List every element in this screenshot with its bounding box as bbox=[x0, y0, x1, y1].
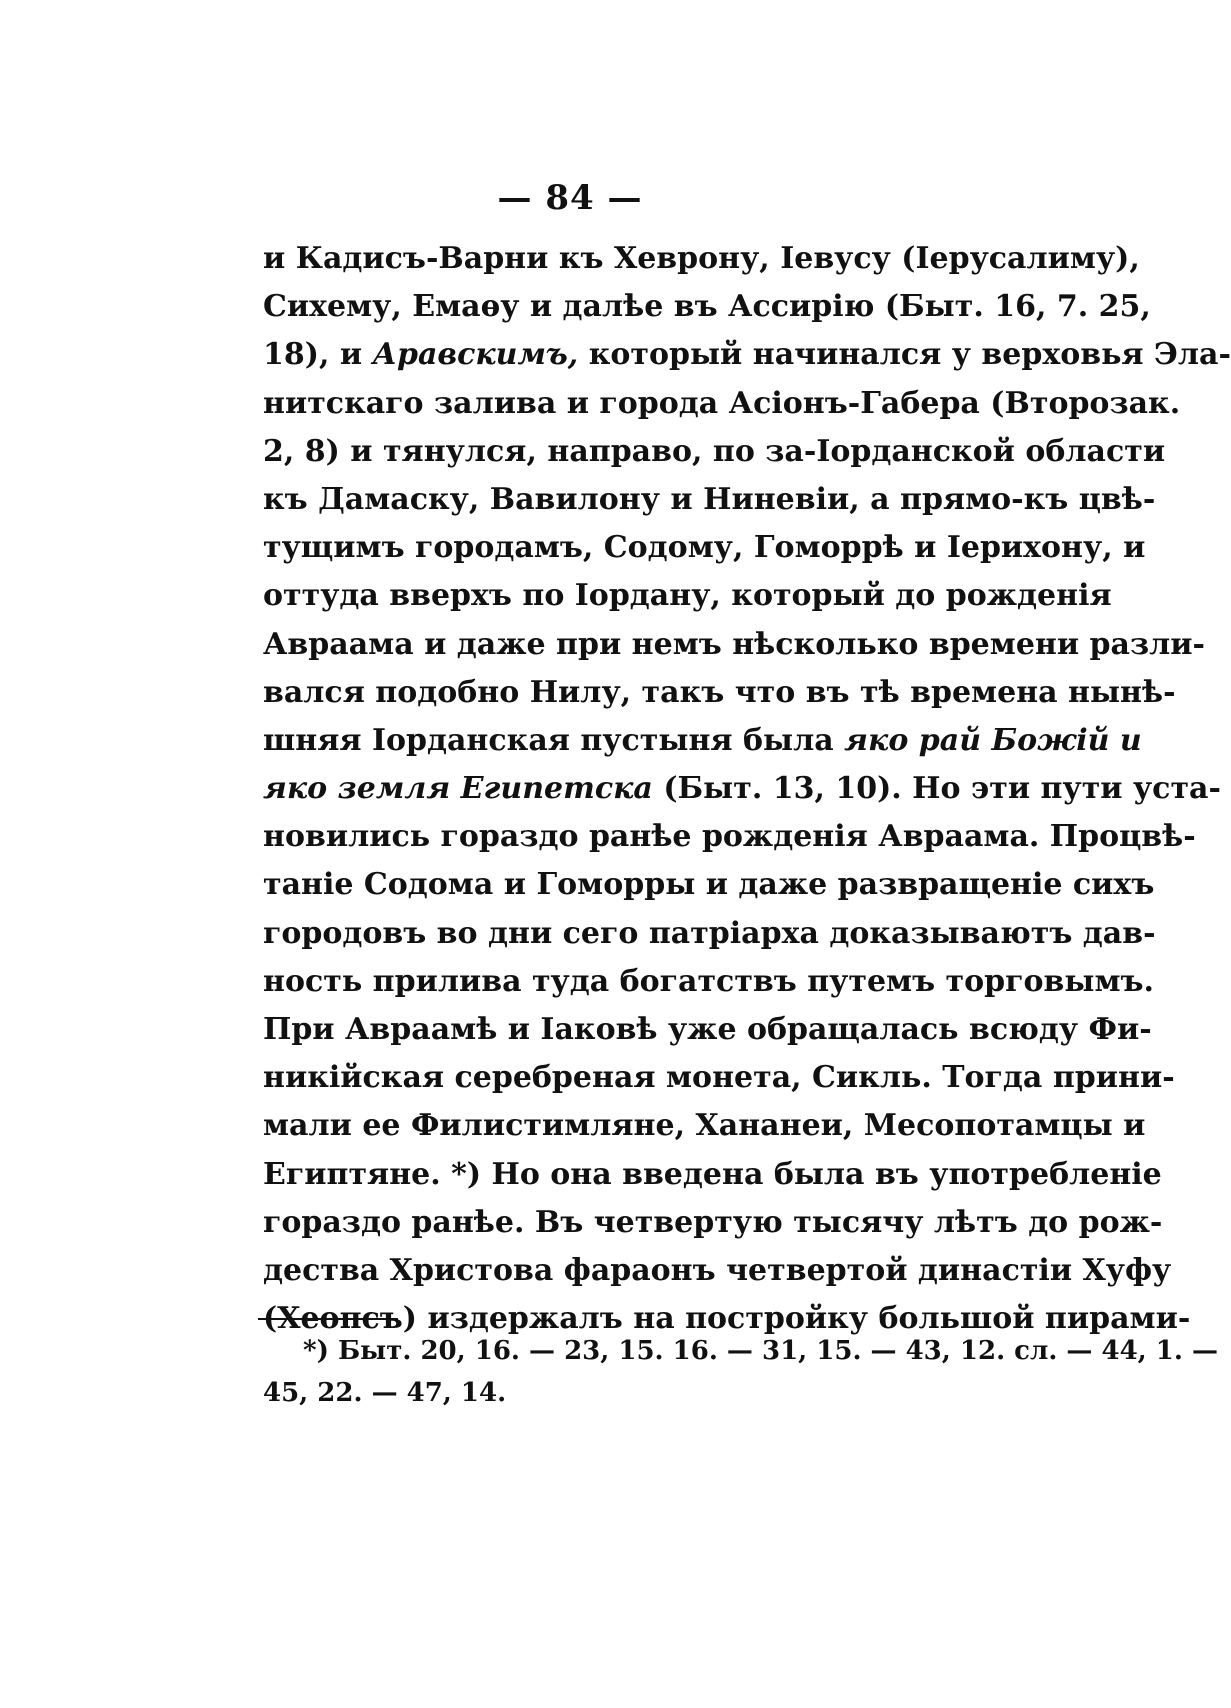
text-line: мали ее Филистимляне, Хананеи, Месопотамцы и bbox=[263, 1108, 1146, 1144]
text-line: къ Дамаску, Вавилону и Ниневіи, а прямо-къ цвѣ- bbox=[263, 481, 1156, 517]
text-fragment: шняя Іорданская пустыня была bbox=[263, 722, 834, 758]
footnotes bbox=[263, 1330, 1218, 1414]
body-text bbox=[263, 235, 1231, 1343]
text-line: 2, 8) и тянулся, направо, по за-Іорданской области bbox=[263, 433, 1166, 469]
italic-term: Аравскимъ, bbox=[372, 337, 579, 373]
italic-quote: яко рай Божій и bbox=[844, 722, 1142, 758]
text-line bbox=[263, 765, 1221, 813]
text-line: оттуда вверхъ по Іордану, который до рожденія bbox=[263, 578, 1112, 614]
page-number: — 84 — bbox=[497, 178, 643, 218]
text-line: таніе Содома и Гоморры и даже развращеніе сихъ bbox=[263, 867, 1155, 903]
text-line: Египтяне. *) Но она введена была въ употребленіе bbox=[263, 1156, 1162, 1192]
text-line: ность прилива туда богатствъ путемъ торговымъ. bbox=[263, 963, 1154, 999]
text-line bbox=[263, 717, 1142, 765]
text-line: тущимъ городамъ, Содому, Гоморрѣ и Іерихону, и bbox=[263, 530, 1146, 566]
footnote-line: 45, 22. — 47, 14. bbox=[263, 1378, 507, 1408]
text-line: При Авраамѣ и Іаковѣ уже обращалась всюду Фи- bbox=[263, 1012, 1152, 1047]
text-line: гораздо ранѣе. Въ четвертую тысячу лѣтъ до рож- bbox=[263, 1204, 1163, 1240]
text-fragment: который начинался у верховья Эла- bbox=[588, 337, 1231, 373]
text-line: вался подобно Нилу, такъ что въ тѣ времена нынѣ- bbox=[263, 674, 1176, 710]
text-fragment: (Быт. 13, 10). Но эти пути уста- bbox=[663, 771, 1221, 807]
text-line: Авраама и даже при немъ нѣсколько времени разли- bbox=[263, 626, 1205, 662]
text-line bbox=[263, 331, 1231, 379]
text-line: новились гораздо ранѣе рожденія Авраама. Процвѣ- bbox=[263, 819, 1196, 855]
footnote-line: *) Быт. 20, 16. — 23, 15. 16. — 31, 15. — 43, 12. сл. — 44, 1. — bbox=[303, 1336, 1218, 1366]
text-line: Сихему, Емаѳу и далѣе въ Ассирію (Быт. 16, 7. 25, bbox=[263, 289, 1151, 325]
text-line: дества Христова фараонъ четвертой династіи Хуфу bbox=[263, 1252, 1172, 1288]
text-line: и Кадисъ-Варни къ Хеврону, Іевусу (Іерусалиму), bbox=[263, 241, 1140, 276]
text-line: нитскаго залива и города Асіонъ-Габера (Второзак. bbox=[263, 385, 1181, 421]
text-line: никійская серебреная монета, Сикль. Тогда прини- bbox=[263, 1060, 1175, 1096]
footnote-divider bbox=[258, 1318, 398, 1320]
italic-quote: яко земля Египетска bbox=[263, 771, 653, 807]
text-fragment: 18), и bbox=[263, 337, 363, 373]
text-line: (Хеопсъ) издержалъ на постройку большой пирами- bbox=[263, 1301, 1191, 1337]
text-line: городовъ во дни сего патріарха доказываютъ дав- bbox=[263, 915, 1156, 951]
